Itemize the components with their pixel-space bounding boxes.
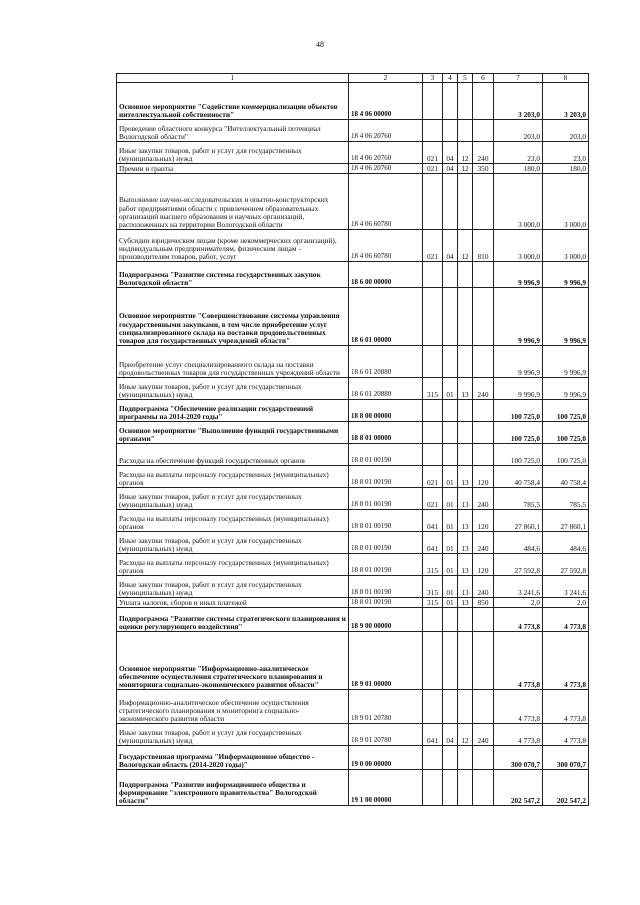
column-header: 3	[423, 74, 443, 83]
row-admin-cell	[423, 288, 443, 346]
table-row	[117, 608, 589, 632]
row-amount-total-cell: 785,5	[543, 488, 589, 510]
row-admin-cell	[423, 400, 443, 422]
page-number: 48	[316, 40, 324, 49]
row-name-cell: Основное мероприятие "Совершенствование системы управления государственными закупками, в том числе приобретение услуг специализированного склада на поставки продовольственных товаров для государственных учреждений области"	[117, 288, 349, 346]
row-admin-cell	[423, 262, 443, 288]
row-subsection-cell: 13	[458, 466, 473, 488]
row-section-cell: 01	[443, 576, 458, 598]
row-amount-total-cell: 9 996,9	[543, 262, 589, 288]
row-amount-total-cell: 4 773,8	[543, 690, 589, 724]
row-admin-cell	[423, 422, 443, 444]
row-subsection-cell	[458, 262, 473, 288]
row-admin-cell: 041	[423, 724, 443, 746]
row-amount-total-cell: 300 070,7	[543, 746, 589, 770]
row-expense-type-cell	[473, 346, 494, 378]
row-name-cell: Государственная программа "Информационное общество - Вологодская область (2014-2020 годы)"	[117, 746, 349, 770]
row-amount-total-cell: 180,0	[543, 164, 589, 174]
row-subsection-cell: 13	[458, 510, 473, 532]
row-amount-total-cell: 9 996,9	[543, 346, 589, 378]
column-header: 8	[543, 74, 589, 83]
column-header: 2	[349, 74, 423, 83]
row-name-cell: Подпрограмма "Обеспечение реализации государственной программы на 2014-2020 годы"	[117, 400, 349, 422]
row-section-cell	[443, 346, 458, 378]
row-name-cell: Премии и гранты	[117, 164, 349, 174]
row-amount-total-cell: 3 000,0	[543, 174, 589, 230]
row-expense-type-cell	[473, 174, 494, 230]
row-admin-cell	[423, 120, 443, 142]
row-code-cell: 18 8 01 00190	[349, 532, 423, 554]
column-header: 4	[443, 74, 458, 83]
row-subsection-cell	[458, 746, 473, 770]
row-subsection-cell	[458, 770, 473, 806]
row-code-cell: 18 8 01 00190	[349, 466, 423, 488]
row-name-cell: Основное мероприятие "Содействие коммерциализации объектов интеллектуальной собственности"	[117, 83, 349, 120]
row-code-cell: 18 4 06 60780	[349, 230, 423, 262]
row-amount-cell: 4 773,8	[494, 608, 543, 632]
row-subsection-cell	[458, 346, 473, 378]
row-amount-total-cell: 4 773,8	[543, 608, 589, 632]
row-expense-type-cell	[473, 422, 494, 444]
table-row	[117, 83, 589, 120]
row-subsection-cell: 12	[458, 230, 473, 262]
table-row	[117, 288, 589, 346]
row-subsection-cell	[458, 444, 473, 466]
row-admin-cell: 021	[423, 230, 443, 262]
row-code-cell: 18 8 01 00190	[349, 444, 423, 466]
row-section-cell: 04	[443, 230, 458, 262]
row-section-cell: 01	[443, 466, 458, 488]
row-subsection-cell	[458, 632, 473, 690]
row-expense-type-cell	[473, 770, 494, 806]
row-expense-type-cell	[473, 608, 494, 632]
row-expense-type-cell: 240	[473, 576, 494, 598]
row-subsection-cell	[458, 608, 473, 632]
row-name-cell: Основное мероприятие "Выполнение функций государственными органами"	[117, 422, 349, 444]
row-amount-total-cell: 9 996,9	[543, 378, 589, 400]
row-section-cell: 01	[443, 378, 458, 400]
row-subsection-cell: 12	[458, 142, 473, 164]
row-amount-total-cell: 203,0	[543, 120, 589, 142]
row-amount-cell: 180,0	[494, 164, 543, 174]
table-row	[117, 378, 589, 400]
row-amount-total-cell: 100 725,0	[543, 444, 589, 466]
row-subsection-cell	[458, 83, 473, 120]
row-amount-total-cell: 4 773,8	[543, 724, 589, 746]
row-subsection-cell: 12	[458, 164, 473, 174]
row-amount-total-cell: 100 725,0	[543, 422, 589, 444]
row-code-cell: 18 4 06 20760	[349, 142, 423, 164]
table-row	[117, 690, 589, 724]
row-code-cell: 18 8 01 00190	[349, 488, 423, 510]
column-header: 1	[117, 74, 349, 83]
row-admin-cell	[423, 83, 443, 120]
row-section-cell	[443, 444, 458, 466]
table-row	[117, 230, 589, 262]
row-amount-total-cell: 27 592,8	[543, 554, 589, 576]
row-section-cell	[443, 690, 458, 724]
table-row	[117, 576, 589, 598]
row-section-cell: 01	[443, 532, 458, 554]
row-section-cell: 01	[443, 598, 458, 608]
row-name-cell: Иные закупки товаров, работ и услуг для государственных (муниципальных) нужд	[117, 378, 349, 400]
row-amount-cell: 4 773,8	[494, 632, 543, 690]
row-code-cell: 18 8 01 00190	[349, 598, 423, 608]
row-code-cell: 18 4 06 20760	[349, 120, 423, 142]
row-amount-cell: 3 241,6	[494, 576, 543, 598]
row-amount-total-cell: 40 758,4	[543, 466, 589, 488]
row-code-cell: 18 8 01 00190	[349, 576, 423, 598]
row-section-cell	[443, 422, 458, 444]
row-code-cell: 18 8 01 00190	[349, 510, 423, 532]
column-header: 7	[494, 74, 543, 83]
table-row	[117, 262, 589, 288]
row-code-cell: 18 4 06 20760	[349, 164, 423, 174]
row-expense-type-cell: 120	[473, 510, 494, 532]
row-name-cell: Выполнение научно-исследовательских и опытно-конструкторских работ предприятиями области с привлечением образовательных организаций высшего образования и научных организаций, расположенных на территории Вологодской области	[117, 174, 349, 230]
row-code-cell: 18 4 06 60780	[349, 174, 423, 230]
column-number-row	[117, 74, 589, 83]
row-subsection-cell	[458, 400, 473, 422]
row-amount-cell: 23,0	[494, 142, 543, 164]
row-expense-type-cell: 240	[473, 488, 494, 510]
row-name-cell: Расходы на выплаты персоналу государственных (муниципальных) органов	[117, 466, 349, 488]
row-code-cell: 18 6 01 20880	[349, 378, 423, 400]
row-name-cell: Субсидии юридическим лицам (кроме некоммерческих организаций), индивидуальным предпринимателям, физическим лицам - производителям товаров, работ, услуг	[117, 230, 349, 262]
row-section-cell	[443, 770, 458, 806]
row-name-cell: Информационно-аналитическое обеспечение осуществления стратегического планирования и мониторинга социально-экономического развития области	[117, 690, 349, 724]
row-expense-type-cell: 240	[473, 724, 494, 746]
row-admin-cell	[423, 770, 443, 806]
row-section-cell	[443, 608, 458, 632]
row-amount-cell: 4 773,8	[494, 724, 543, 746]
row-expense-type-cell	[473, 746, 494, 770]
row-code-cell: 19 1 00 00000	[349, 770, 423, 806]
table-row	[117, 422, 589, 444]
row-name-cell: Уплата налогов, сборов и иных платежей	[117, 598, 349, 608]
row-expense-type-cell: 850	[473, 598, 494, 608]
row-name-cell: Расходы на выплаты персоналу государственных (муниципальных) органов	[117, 554, 349, 576]
row-amount-cell: 100 725,0	[494, 400, 543, 422]
row-subsection-cell	[458, 288, 473, 346]
row-section-cell	[443, 746, 458, 770]
row-code-cell: 18 6 01 20880	[349, 346, 423, 378]
row-amount-cell: 9 996,9	[494, 378, 543, 400]
row-amount-total-cell: 3 241,6	[543, 576, 589, 598]
row-name-cell: Иные закупки товаров, работ и услуг для государственных (муниципальных) нужд	[117, 142, 349, 164]
row-amount-total-cell: 27 860,1	[543, 510, 589, 532]
row-name-cell: Подпрограмма "Развитие системы государственных закупок Вологодской области"	[117, 262, 349, 288]
row-amount-cell: 484,6	[494, 532, 543, 554]
row-section-cell	[443, 400, 458, 422]
row-admin-cell	[423, 608, 443, 632]
table-row	[117, 142, 589, 164]
row-amount-cell: 300 070,7	[494, 746, 543, 770]
row-section-cell: 04	[443, 724, 458, 746]
row-expense-type-cell: 240	[473, 142, 494, 164]
row-subsection-cell: 12	[458, 724, 473, 746]
row-section-cell	[443, 262, 458, 288]
row-amount-cell: 40 758,4	[494, 466, 543, 488]
table-row	[117, 466, 589, 488]
row-admin-cell	[423, 690, 443, 724]
row-section-cell	[443, 632, 458, 690]
table-row	[117, 164, 589, 174]
table-row	[117, 120, 589, 142]
row-admin-cell: 315	[423, 554, 443, 576]
row-amount-cell: 785,5	[494, 488, 543, 510]
row-subsection-cell: 13	[458, 598, 473, 608]
row-amount-total-cell: 202 547,2	[543, 770, 589, 806]
column-header: 5	[458, 74, 473, 83]
row-expense-type-cell	[473, 288, 494, 346]
table-row	[117, 400, 589, 422]
row-amount-cell: 100 725,0	[494, 444, 543, 466]
row-code-cell: 18 6 01 00000	[349, 288, 423, 346]
row-name-cell: Подпрограмма "Развитие системы стратегического планирования и оценки регулирующего воздействия"	[117, 608, 349, 632]
table-row	[117, 346, 589, 378]
row-subsection-cell	[458, 422, 473, 444]
row-section-cell: 01	[443, 488, 458, 510]
row-amount-cell: 3 203,0	[494, 83, 543, 120]
row-section-cell	[443, 120, 458, 142]
row-subsection-cell	[458, 690, 473, 724]
row-amount-cell: 3 000,0	[494, 230, 543, 262]
row-name-cell: Расходы на обеспечение функций государственных органов	[117, 444, 349, 466]
row-amount-total-cell: 2,0	[543, 598, 589, 608]
row-expense-type-cell: 120	[473, 554, 494, 576]
row-name-cell: Иные закупки товаров, работ и услуг для государственных (муниципальных) нужд	[117, 532, 349, 554]
row-amount-cell: 9 996,9	[494, 288, 543, 346]
row-subsection-cell: 13	[458, 554, 473, 576]
table-row	[117, 510, 589, 532]
row-amount-cell: 203,0	[494, 120, 543, 142]
row-subsection-cell: 13	[458, 532, 473, 554]
row-amount-total-cell: 484,6	[543, 532, 589, 554]
table-row	[117, 598, 589, 608]
row-admin-cell: 315	[423, 378, 443, 400]
row-subsection-cell: 13	[458, 378, 473, 400]
row-admin-cell	[423, 444, 443, 466]
row-expense-type-cell	[473, 83, 494, 120]
table-row	[117, 488, 589, 510]
table-row	[117, 174, 589, 230]
row-admin-cell: 041	[423, 510, 443, 532]
row-subsection-cell: 13	[458, 576, 473, 598]
row-subsection-cell	[458, 174, 473, 230]
row-admin-cell: 021	[423, 164, 443, 174]
row-section-cell: 01	[443, 554, 458, 576]
row-name-cell: Иные закупки товаров, работ и услуг для государственных (муниципальных) нужд	[117, 724, 349, 746]
row-admin-cell: 041	[423, 532, 443, 554]
row-amount-cell: 3 000,0	[494, 174, 543, 230]
row-expense-type-cell: 120	[473, 466, 494, 488]
row-admin-cell	[423, 632, 443, 690]
row-section-cell	[443, 288, 458, 346]
row-amount-total-cell: 23,0	[543, 142, 589, 164]
row-amount-total-cell: 4 773,8	[543, 632, 589, 690]
row-section-cell: 04	[443, 142, 458, 164]
row-amount-cell: 9 996,9	[494, 346, 543, 378]
row-section-cell	[443, 174, 458, 230]
row-admin-cell: 315	[423, 576, 443, 598]
row-admin-cell: 315	[423, 598, 443, 608]
table-row	[117, 444, 589, 466]
row-amount-total-cell: 3 000,0	[543, 230, 589, 262]
row-code-cell: 18 9 01 20780	[349, 690, 423, 724]
row-name-cell: Основное мероприятие "Информационно-аналитическое обеспечение осуществления стратегического планирования и мониторинга социально-экономического развития области"	[117, 632, 349, 690]
table-row	[117, 746, 589, 770]
row-admin-cell	[423, 174, 443, 230]
table-row	[117, 632, 589, 690]
row-name-cell: Проведение областного конкурса "Интеллектуальный потенциал Вологодской области"	[117, 120, 349, 142]
row-expense-type-cell	[473, 400, 494, 422]
row-admin-cell: 021	[423, 142, 443, 164]
row-admin-cell	[423, 746, 443, 770]
row-expense-type-cell	[473, 120, 494, 142]
row-admin-cell	[423, 346, 443, 378]
column-header: 6	[473, 74, 494, 83]
row-amount-cell: 202 547,2	[494, 770, 543, 806]
row-admin-cell: 021	[423, 466, 443, 488]
row-amount-cell: 27 592,8	[494, 554, 543, 576]
row-amount-cell: 100 725,0	[494, 422, 543, 444]
row-expense-type-cell	[473, 632, 494, 690]
row-amount-cell: 4 773,8	[494, 690, 543, 724]
row-expense-type-cell: 810	[473, 230, 494, 262]
row-expense-type-cell: 240	[473, 378, 494, 400]
row-code-cell: 18 9 01 00000	[349, 632, 423, 690]
row-amount-total-cell: 3 203,0	[543, 83, 589, 120]
row-admin-cell: 021	[423, 488, 443, 510]
row-expense-type-cell	[473, 262, 494, 288]
row-code-cell: 18 8 00 00000	[349, 400, 423, 422]
row-code-cell: 19 0 00 00000	[349, 746, 423, 770]
row-expense-type-cell: 240	[473, 532, 494, 554]
row-name-cell: Расходы на выплаты персоналу государственных (муниципальных) органов	[117, 510, 349, 532]
row-subsection-cell	[458, 120, 473, 142]
row-amount-total-cell: 9 996,9	[543, 288, 589, 346]
row-amount-cell: 27 860,1	[494, 510, 543, 532]
row-amount-cell: 9 996,9	[494, 262, 543, 288]
row-name-cell: Иные закупки товаров, работ и услуг для государственных (муниципальных) нужд	[117, 576, 349, 598]
row-code-cell: 18 9 00 00000	[349, 608, 423, 632]
row-name-cell: Подпрограмма "Развитие информационного общества и формирование "электронного правительства" Вологодской области"	[117, 770, 349, 806]
row-section-cell	[443, 83, 458, 120]
row-code-cell: 18 8 01 00190	[349, 554, 423, 576]
table-row	[117, 532, 589, 554]
row-code-cell: 18 4 06 00000	[349, 83, 423, 120]
row-code-cell: 18 9 01 20780	[349, 724, 423, 746]
row-expense-type-cell	[473, 444, 494, 466]
row-name-cell: Иные закупки товаров, работ и услуг для государственных (муниципальных) нужд	[117, 488, 349, 510]
row-section-cell: 01	[443, 510, 458, 532]
table-row	[117, 770, 589, 806]
table-row	[117, 554, 589, 576]
row-subsection-cell: 13	[458, 488, 473, 510]
budget-table	[116, 73, 589, 806]
row-code-cell: 18 6 00 00000	[349, 262, 423, 288]
table-row	[117, 724, 589, 746]
row-code-cell: 18 8 01 00000	[349, 422, 423, 444]
row-expense-type-cell	[473, 690, 494, 724]
row-amount-cell: 2,0	[494, 598, 543, 608]
row-section-cell: 04	[443, 164, 458, 174]
row-expense-type-cell: 350	[473, 164, 494, 174]
row-name-cell: Приобретение услуг специализированного склада на поставки продовольственных товаров для государственных учреждений области	[117, 346, 349, 378]
row-amount-total-cell: 100 725,0	[543, 400, 589, 422]
